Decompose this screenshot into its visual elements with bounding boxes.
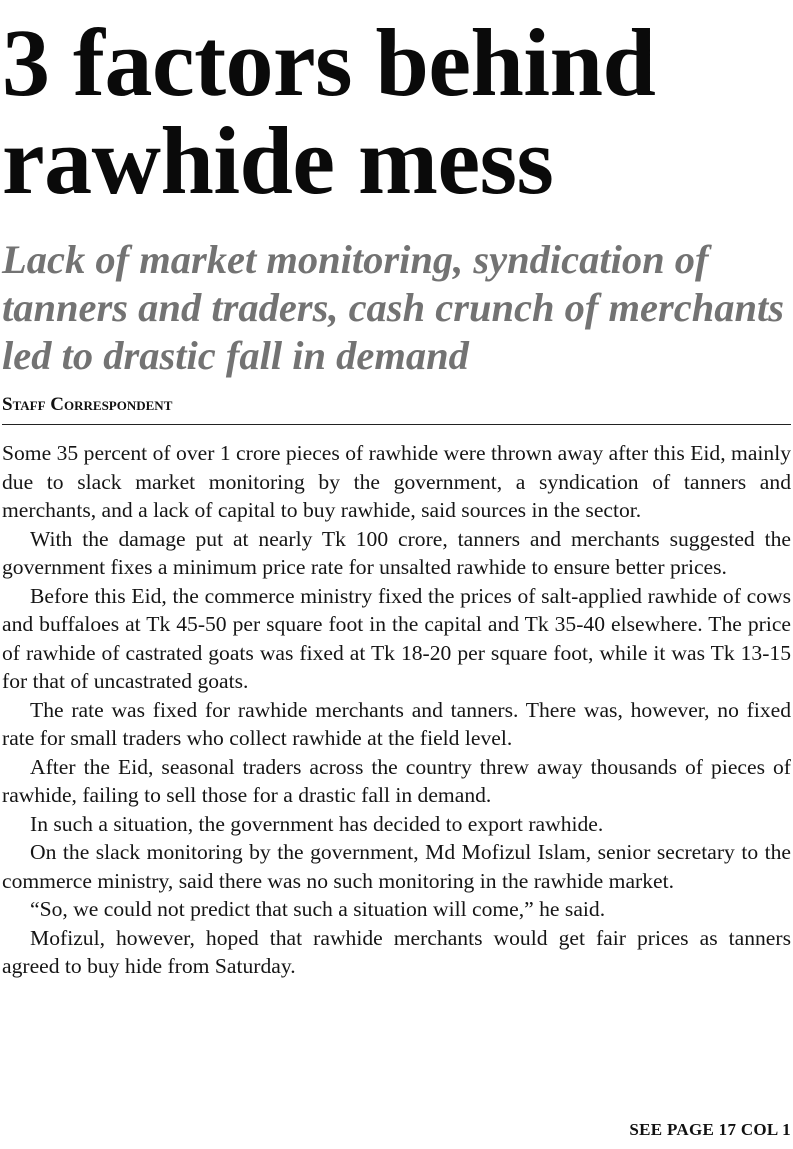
- byline: Staff Correspondent: [2, 394, 173, 415]
- headline: [2, 9, 791, 214]
- paragraph: The rate was fixed for rawhide merchants and tanners. There was, however, no fixed rate for small traders who collect rawhide at the field level.: [2, 697, 791, 750]
- paragraph: With the damage put at nearly Tk 100 crore, tanners and merchants suggested the government fixes a minimum price rate for unsalted rawhide to ensure better prices.: [2, 526, 791, 579]
- paragraph: Before this Eid, the commerce ministry fixed the prices of salt-applied rawhide of cows and buffaloes at Tk 45-50 per square foot in the capital and Tk 35-40 elsewhere. The price of rawhide of castrated goats was fixed at Tk 18-20 per square foot, while it was Tk 13-15 for that of uncastrated goats.: [2, 583, 791, 693]
- continuation-link[interactable]: SEE PAGE 17 COL 1: [629, 1120, 791, 1139]
- paragraph: Mofizul, however, hoped that rawhide merchants would get fair prices as tanners agreed to buy hide from Saturday.: [2, 925, 791, 978]
- paragraph: In such a situation, the government has decided to export rawhide.: [30, 811, 604, 836]
- headline-line-2: rawhide mess: [2, 107, 554, 214]
- byline-divider: [2, 424, 791, 425]
- paragraph: Some 35 percent of over 1 crore pieces of rawhide were thrown away after this Eid, mainly due to slack market monitoring by the government, a syndication of tanners and merchants, and a lack of capital to buy rawhide, said sources in the sector.: [2, 441, 791, 522]
- paragraph: On the slack monitoring by the government, Md Mofizul Islam, senior secretary to the commerce ministry, said there was no such monitoring in the rawhide market.: [2, 840, 791, 893]
- paragraph: After the Eid, seasonal traders across the country threw away thousands of pieces of rawhide, failing to sell those for a drastic fall in demand.: [2, 754, 791, 807]
- headline-line-1: 3 factors behind: [2, 9, 656, 116]
- subheadline: Lack of market monitoring, syndication of tanners and traders, cash crunch of merchants led to drastic fall in demand: [2, 237, 785, 378]
- paragraph: “So, we could not predict that such a situation will come,” he said.: [30, 897, 606, 921]
- article-body: [2, 439, 791, 981]
